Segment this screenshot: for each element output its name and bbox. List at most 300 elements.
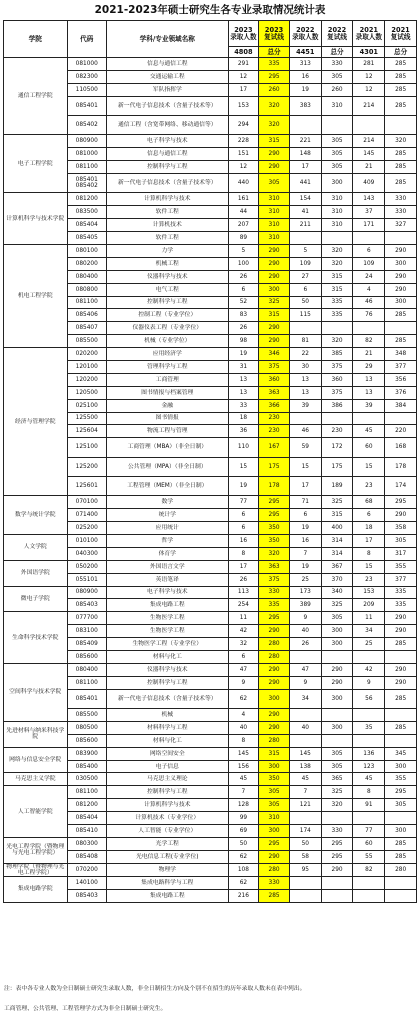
cutoff-cell: 350 [259, 773, 290, 786]
admitted-cell: 29 [353, 360, 385, 373]
cutoff-cell: 315 [259, 309, 290, 322]
table-row [4, 876, 417, 889]
admitted-cell: 16 [289, 535, 321, 548]
major-cell: 材料与化工 [106, 651, 228, 664]
cutoff-cell: 290 [259, 663, 290, 676]
admitted-cell: 171 [353, 219, 385, 232]
admitted-cell: 34 [353, 625, 385, 638]
admitted-cell: 7 [289, 547, 321, 560]
cutoff-cell: 310 [259, 232, 290, 245]
admitted-cell: 82 [353, 335, 385, 348]
admitted-cell: 128 [228, 799, 259, 812]
cutoff-cell: 340 [321, 586, 353, 599]
cutoff-cell: 386 [321, 399, 353, 412]
admitted-cell: 21 [353, 348, 385, 361]
cutoff-cell: 310 [321, 96, 353, 115]
school-cell: 人文学院 [4, 535, 68, 561]
admitted-cell: 77 [228, 496, 259, 509]
cutoff-cell: 295 [259, 496, 290, 509]
admitted-cell: 26 [228, 322, 259, 335]
admitted-cell [353, 734, 385, 747]
admitted-cell: 9 [289, 612, 321, 625]
major-cell: 机械 [106, 709, 228, 722]
header-2023-line: 2023 复试线 [259, 21, 290, 47]
footnote-1: 注：表中各专业人数为全日制硕士研究生录取人数，非全日制招生方向及个别不在招生的历年录取人数未在表中列出。 [4, 986, 306, 992]
admitted-cell: 98 [228, 335, 259, 348]
table-title: 2021-2023年硕士研究生各专业录取情况统计表 [94, 4, 326, 16]
admitted-cell: 46 [289, 425, 321, 438]
cutoff-cell: 290 [259, 148, 290, 161]
footnote-2: 工商管理、公共管理、工程管理学方式为非全日制硕士研究生。 [4, 1006, 167, 1012]
cutoff-cell: 375 [321, 360, 353, 373]
cutoff-cell [321, 322, 353, 335]
admitted-cell: 8 [228, 734, 259, 747]
admitted-cell: 19 [289, 522, 321, 535]
admitted-cell: 77 [353, 825, 385, 838]
admitted-cell: 294 [228, 116, 259, 135]
code-cell: 070200 [67, 863, 106, 876]
admitted-cell: 214 [353, 96, 385, 115]
admitted-cell: 45 [353, 773, 385, 786]
admitted-cell: 441 [289, 174, 321, 193]
cutoff-cell: 167 [259, 438, 290, 457]
admitted-cell: 6 [228, 509, 259, 522]
cutoff-cell [385, 709, 417, 722]
admitted-cell: 254 [228, 599, 259, 612]
admitted-cell: 4 [228, 709, 259, 722]
cutoff-cell: 295 [259, 837, 290, 850]
major-cell: 力学 [106, 244, 228, 257]
cutoff-cell: 290 [385, 283, 417, 296]
code-cell: 085408 [67, 850, 106, 863]
school-cell: 光电工程学院（暨物理与光电工程学院） [4, 837, 68, 863]
major-cell: 信息与通信工程 [106, 148, 228, 161]
admitted-cell: 17 [289, 476, 321, 495]
cutoff-cell: 172 [321, 438, 353, 457]
cutoff-cell: 305 [321, 135, 353, 148]
cutoff-cell: 310 [259, 219, 290, 232]
major-cell: 计算机科学与技术 [106, 193, 228, 206]
admitted-cell: 6 [353, 244, 385, 257]
admitted-cell [289, 889, 321, 902]
code-cell: 080900 [67, 586, 106, 599]
cutoff-cell [385, 734, 417, 747]
cutoff-cell: 305 [321, 612, 353, 625]
admitted-cell: 13 [228, 386, 259, 399]
cutoff-cell [321, 812, 353, 825]
admitted-cell: 30 [289, 360, 321, 373]
cutoff-cell: 295 [321, 837, 353, 850]
cutoff-cell: 300 [385, 257, 417, 270]
admitted-cell: 8 [353, 547, 385, 560]
cutoff-cell: 310 [259, 193, 290, 206]
admitted-cell: 42 [353, 663, 385, 676]
major-cell: 通信工程（含宽带网络、移动通信等） [106, 116, 228, 135]
cutoff-cell: 230 [321, 425, 353, 438]
cutoff-cell: 370 [321, 573, 353, 586]
school-cell: 经济与管理学院 [4, 348, 68, 496]
cutoff-cell: 314 [321, 535, 353, 548]
cutoff-cell: 335 [385, 599, 417, 612]
cutoff-cell: 280 [259, 863, 290, 876]
cutoff-cell: 325 [321, 786, 353, 799]
cutoff-cell [321, 116, 353, 135]
code-cell: 085500 [67, 709, 106, 722]
code-cell: 081100 [67, 161, 106, 174]
major-cell: 人工智能（专业学位） [106, 825, 228, 838]
cutoff-cell: 315 [321, 509, 353, 522]
admitted-cell: 18 [228, 412, 259, 425]
admitted-cell [289, 322, 321, 335]
major-cell: 应用经济学 [106, 348, 228, 361]
school-cell: 电子工程学院 [4, 135, 68, 193]
cutoff-cell: 320 [321, 335, 353, 348]
code-cell: 083900 [67, 747, 106, 760]
total-label-2022: 总分 [321, 47, 353, 58]
total-label-2023: 总分 [259, 47, 290, 58]
admitted-cell: 211 [289, 219, 321, 232]
school-cell: 通信工程学院 [4, 58, 68, 135]
cutoff-cell: 363 [259, 386, 290, 399]
code-cell: 083100 [67, 625, 106, 638]
cutoff-cell: 290 [259, 257, 290, 270]
cutoff-cell [321, 412, 353, 425]
admitted-cell: 82 [353, 863, 385, 876]
table-row [4, 535, 417, 548]
cutoff-cell: 290 [259, 625, 290, 638]
admitted-cell [289, 734, 321, 747]
cutoff-cell [385, 876, 417, 889]
cutoff-cell: 300 [321, 638, 353, 651]
cutoff-cell: 285 [385, 638, 417, 651]
cutoff-cell: 285 [385, 161, 417, 174]
table-row [4, 786, 417, 799]
admitted-cell [353, 116, 385, 135]
cutoff-cell [385, 116, 417, 135]
admitted-cell: 68 [353, 496, 385, 509]
admitted-cell: 143 [353, 193, 385, 206]
cutoff-cell: 285 [385, 174, 417, 193]
code-cell: 085600 [67, 651, 106, 664]
admitted-cell: 76 [353, 309, 385, 322]
admitted-cell: 62 [228, 850, 259, 863]
code-cell: 080200 [67, 257, 106, 270]
cutoff-cell: 230 [259, 425, 290, 438]
admitted-cell: 25 [353, 638, 385, 651]
major-cell: 光学工程 [106, 837, 228, 850]
admitted-cell: 27 [289, 270, 321, 283]
admitted-cell: 12 [228, 70, 259, 83]
code-cell: 120200 [67, 373, 106, 386]
cutoff-cell: 400 [321, 522, 353, 535]
header-school: 学院 [4, 21, 68, 58]
cutoff-cell: 315 [259, 135, 290, 148]
admitted-cell: 21 [353, 161, 385, 174]
code-cell: 030500 [67, 773, 106, 786]
cutoff-cell [385, 412, 417, 425]
admitted-cell [353, 232, 385, 245]
major-cell: 物流工程与管理 [106, 425, 228, 438]
admitted-cell: 154 [289, 193, 321, 206]
cutoff-cell: 325 [321, 496, 353, 509]
table-row [4, 837, 417, 850]
table-row [4, 560, 417, 573]
code-cell: 140100 [67, 876, 106, 889]
admitted-cell [353, 651, 385, 664]
cutoff-cell: 305 [259, 174, 290, 193]
cutoff-cell: 175 [259, 457, 290, 476]
cutoff-cell: 290 [385, 676, 417, 689]
header-2022-admitted: 2022 录取人数 [289, 21, 321, 47]
cutoff-cell [385, 812, 417, 825]
admitted-cell: 9 [353, 676, 385, 689]
admitted-cell: 291 [228, 58, 259, 71]
header-2021-line: 2021 复试线 [385, 21, 417, 47]
cutoff-cell: 320 [385, 135, 417, 148]
admitted-cell: 16 [228, 535, 259, 548]
admitted-cell: 156 [228, 760, 259, 773]
table-row [4, 348, 417, 361]
admitted-cell: 109 [289, 257, 321, 270]
admitted-cell: 35 [353, 721, 385, 734]
admitted-cell: 60 [353, 837, 385, 850]
cutoff-cell: 355 [385, 560, 417, 573]
major-cell: 控制科学与工程 [106, 161, 228, 174]
admitted-cell [289, 116, 321, 135]
admitted-cell: 17 [353, 535, 385, 548]
code-cell: 081100 [67, 786, 106, 799]
admitted-cell: 17 [228, 83, 259, 96]
cutoff-cell: 330 [321, 58, 353, 71]
cutoff-cell [321, 876, 353, 889]
admitted-cell: 58 [289, 850, 321, 863]
cutoff-cell: 290 [385, 612, 417, 625]
header-major: 学科/专业领域名称 [106, 21, 228, 58]
admitted-cell: 17 [289, 161, 321, 174]
code-cell: 040300 [67, 547, 106, 560]
table-row [4, 773, 417, 786]
admitted-cell: 121 [289, 799, 321, 812]
admitted-cell: 145 [228, 747, 259, 760]
cutoff-cell [321, 709, 353, 722]
major-cell: 控制科学与工程 [106, 786, 228, 799]
major-cell: 公共管理（MPA）（非全日制） [106, 457, 228, 476]
school-cell: 微电子学院 [4, 586, 68, 612]
major-cell: 图书情报与档案管理 [106, 386, 228, 399]
cutoff-cell: 260 [259, 83, 290, 96]
admitted-cell: 7 [289, 786, 321, 799]
code-cell: 020200 [67, 348, 106, 361]
code-cell: 085404 [67, 812, 106, 825]
cutoff-cell [385, 322, 417, 335]
cutoff-cell: 320 [321, 257, 353, 270]
cutoff-cell: 295 [385, 496, 417, 509]
major-cell: 机械工程 [106, 257, 228, 270]
cutoff-cell: 290 [321, 863, 353, 876]
cutoff-cell [385, 651, 417, 664]
major-cell: 仪器仪表工程（专业学位） [106, 322, 228, 335]
major-cell: 金融 [106, 399, 228, 412]
admitted-cell: 6 [228, 651, 259, 664]
admitted-cell: 19 [289, 560, 321, 573]
admitted-cell: 24 [353, 270, 385, 283]
major-cell: 材料科学与工程 [106, 721, 228, 734]
cutoff-cell: 320 [259, 547, 290, 560]
cutoff-cell [321, 232, 353, 245]
admitted-cell: 148 [289, 148, 321, 161]
admitted-cell: 153 [353, 586, 385, 599]
cutoff-cell: 285 [385, 335, 417, 348]
major-cell: 军队指挥学 [106, 83, 228, 96]
admitted-cell: 15 [353, 457, 385, 476]
admitted-cell: 33 [228, 399, 259, 412]
admitted-cell: 52 [228, 296, 259, 309]
major-cell: 数学 [106, 496, 228, 509]
admitted-cell [289, 709, 321, 722]
admitted-cell: 19 [289, 83, 321, 96]
cutoff-cell [321, 651, 353, 664]
cutoff-cell: 295 [321, 850, 353, 863]
cutoff-cell: 314 [321, 547, 353, 560]
admitted-cell [353, 322, 385, 335]
admitted-cell: 6 [228, 283, 259, 296]
major-cell: 工商管理（MBA）（非全日制） [106, 438, 228, 457]
admitted-cell: 62 [228, 876, 259, 889]
cutoff-cell: 290 [259, 270, 290, 283]
admitted-cell: 15 [353, 560, 385, 573]
cutoff-cell: 320 [259, 116, 290, 135]
major-cell: 图书情报 [106, 412, 228, 425]
cutoff-cell: 300 [321, 721, 353, 734]
admitted-cell: 313 [289, 58, 321, 71]
table-row [4, 612, 417, 625]
cutoff-cell: 377 [385, 360, 417, 373]
admitted-cell: 62 [228, 689, 259, 708]
admitted-cell [353, 876, 385, 889]
code-cell: 080400 [67, 270, 106, 283]
major-cell: 计算机技术（专业学位） [106, 812, 228, 825]
admitted-cell: 19 [228, 476, 259, 495]
cutoff-cell: 315 [321, 270, 353, 283]
code-cell: 050200 [67, 560, 106, 573]
admitted-cell: 409 [353, 174, 385, 193]
admitted-cell: 209 [353, 599, 385, 612]
cutoff-cell [321, 889, 353, 902]
admitted-cell: 113 [228, 586, 259, 599]
major-cell: 新一代电子信息技术（含量子技术等） [106, 689, 228, 708]
code-cell: 085400 [67, 760, 106, 773]
admitted-cell: 6 [289, 509, 321, 522]
admitted-cell: 440 [228, 174, 259, 193]
admitted-cell [353, 889, 385, 902]
table-row [4, 586, 417, 599]
cutoff-cell: 174 [385, 476, 417, 495]
code-cell: 085403 [67, 599, 106, 612]
cutoff-cell: 365 [321, 773, 353, 786]
cutoff-cell: 300 [259, 760, 290, 773]
cutoff-cell: 350 [259, 522, 290, 535]
cutoff-cell: 230 [259, 412, 290, 425]
major-cell: 外国语言文学 [106, 560, 228, 573]
school-cell: 机电工程学院 [4, 244, 68, 347]
cutoff-cell: 285 [385, 689, 417, 708]
major-cell: 仪器科学与技术 [106, 663, 228, 676]
admitted-cell: 15 [228, 457, 259, 476]
cutoff-cell: 385 [321, 348, 353, 361]
admitted-cell: 50 [289, 837, 321, 850]
code-cell: 120100 [67, 360, 106, 373]
code-cell: 080100 [67, 244, 106, 257]
code-cell: 085404 [67, 219, 106, 232]
admitted-cell: 89 [228, 232, 259, 245]
code-cell: 085401 085402 [67, 174, 106, 193]
cutoff-cell: 300 [385, 296, 417, 309]
admitted-cell: 6 [289, 283, 321, 296]
table-row [4, 244, 417, 257]
code-cell: 077700 [67, 612, 106, 625]
code-cell: 025200 [67, 522, 106, 535]
admitted-cell: 221 [289, 135, 321, 148]
admitted-cell: 5 [289, 244, 321, 257]
admitted-cell: 12 [353, 83, 385, 96]
admitted-cell: 25 [289, 573, 321, 586]
admitted-cell: 151 [228, 148, 259, 161]
cutoff-cell: 290 [259, 322, 290, 335]
admitted-cell: 95 [289, 863, 321, 876]
code-cell: 125100 [67, 438, 106, 457]
major-cell: 新一代电子信息技术（含量子技术等） [106, 96, 228, 115]
cutoff-cell: 377 [385, 573, 417, 586]
major-cell: 材料与化工 [106, 734, 228, 747]
admitted-cell: 81 [289, 335, 321, 348]
admitted-cell: 16 [289, 70, 321, 83]
table-row [4, 135, 417, 148]
admitted-cell: 11 [228, 612, 259, 625]
code-cell: 080300 [67, 837, 106, 850]
cutoff-cell: 376 [385, 386, 417, 399]
code-cell: 085406 [67, 309, 106, 322]
cutoff-cell: 330 [385, 206, 417, 219]
cutoff-cell: 330 [385, 193, 417, 206]
admitted-cell: 23 [353, 476, 385, 495]
major-cell: 物理学 [106, 863, 228, 876]
cutoff-cell: 305 [321, 148, 353, 161]
cutoff-cell: 305 [259, 786, 290, 799]
code-cell: 082300 [67, 70, 106, 83]
header-2022-line: 2022 复试线 [321, 21, 353, 47]
major-cell: 集成电路工程 [106, 889, 228, 902]
cutoff-cell: 320 [259, 96, 290, 115]
admitted-cell: 41 [289, 206, 321, 219]
cutoff-cell: 356 [385, 373, 417, 386]
major-cell: 集成电路科学与工程 [106, 876, 228, 889]
code-cell: 125601 [67, 476, 106, 495]
major-cell: 计算机科学与技术 [106, 799, 228, 812]
admitted-cell: 6 [228, 522, 259, 535]
cutoff-cell: 290 [385, 625, 417, 638]
cutoff-cell: 346 [259, 348, 290, 361]
cutoff-cell: 220 [385, 425, 417, 438]
cutoff-cell: 310 [321, 219, 353, 232]
admitted-cell: 56 [353, 689, 385, 708]
cutoff-cell: 285 [385, 148, 417, 161]
cutoff-cell: 310 [259, 206, 290, 219]
school-cell: 先进材料与纳米科技学院 [4, 721, 68, 747]
admitted-cell: 37 [353, 206, 385, 219]
cutoff-cell: 290 [259, 850, 290, 863]
school-cell: 数学与统计学院 [4, 496, 68, 535]
cutoff-cell: 260 [321, 83, 353, 96]
